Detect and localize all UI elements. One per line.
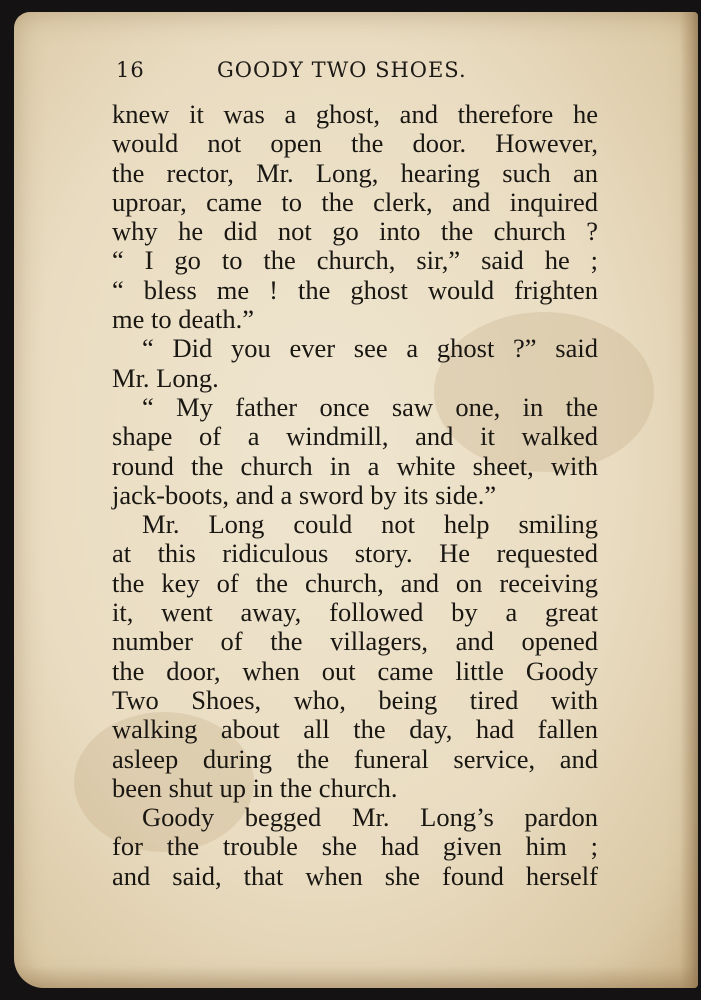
text-line: uproar, came to the clerk, and inquired [112,186,598,217]
page-number: 16 [116,58,145,82]
text-line: asleep during the funeral service, and [112,743,598,774]
text-line: round the church in a white sheet, with [112,450,598,481]
text-line: at this ridiculous story. He requested [112,538,598,569]
text-line: “ I go to the church, sir,” said he ; [112,245,598,276]
text-line: for the trouble she had given him ; [112,831,598,862]
text-line: “ My father once saw one, in the [142,391,598,422]
text-line: Two Shoes, who, being tired with [112,684,598,715]
text-line: Goody begged Mr. Long’s pardon [142,802,598,833]
text-line: “ bless me ! the ghost would frighten [112,274,598,305]
book-page [14,12,698,988]
text-line: shape of a windmill, and it walked [112,421,598,452]
text-line: me to death.” [112,304,255,335]
text-line: why he did not go into the church ? [112,216,598,247]
page-edge-bottom [14,966,698,988]
text-line: the rector, Mr. Long, hearing such an [112,157,598,188]
text-line: Mr. Long. [112,362,219,393]
page-edge-right [680,12,698,988]
text-line: been shut up in the church. [112,772,398,803]
text-line: number of the villagers, and opened [112,626,598,657]
text-line: walking about all the day, had fallen [112,714,598,745]
text-line: knew it was a ghost, and therefore he [112,99,598,129]
text-line: Mr. Long could not help smiling [142,509,598,540]
text-line: “ Did you ever see a ghost ?” said [142,333,598,364]
body-text [112,100,598,891]
text-line: jack-boots, and a sword by its side.” [112,479,497,510]
text-line: would not open the door. However, [112,128,598,159]
text-line: the key of the church, and on receiving [112,567,598,598]
running-head: GOODY TWO SHOES. [217,58,467,82]
text-line: and said, that when she found herself [112,860,598,891]
text-line: the door, when out came little Goody [112,655,598,686]
text-line: it, went away, followed by a great [112,597,598,628]
